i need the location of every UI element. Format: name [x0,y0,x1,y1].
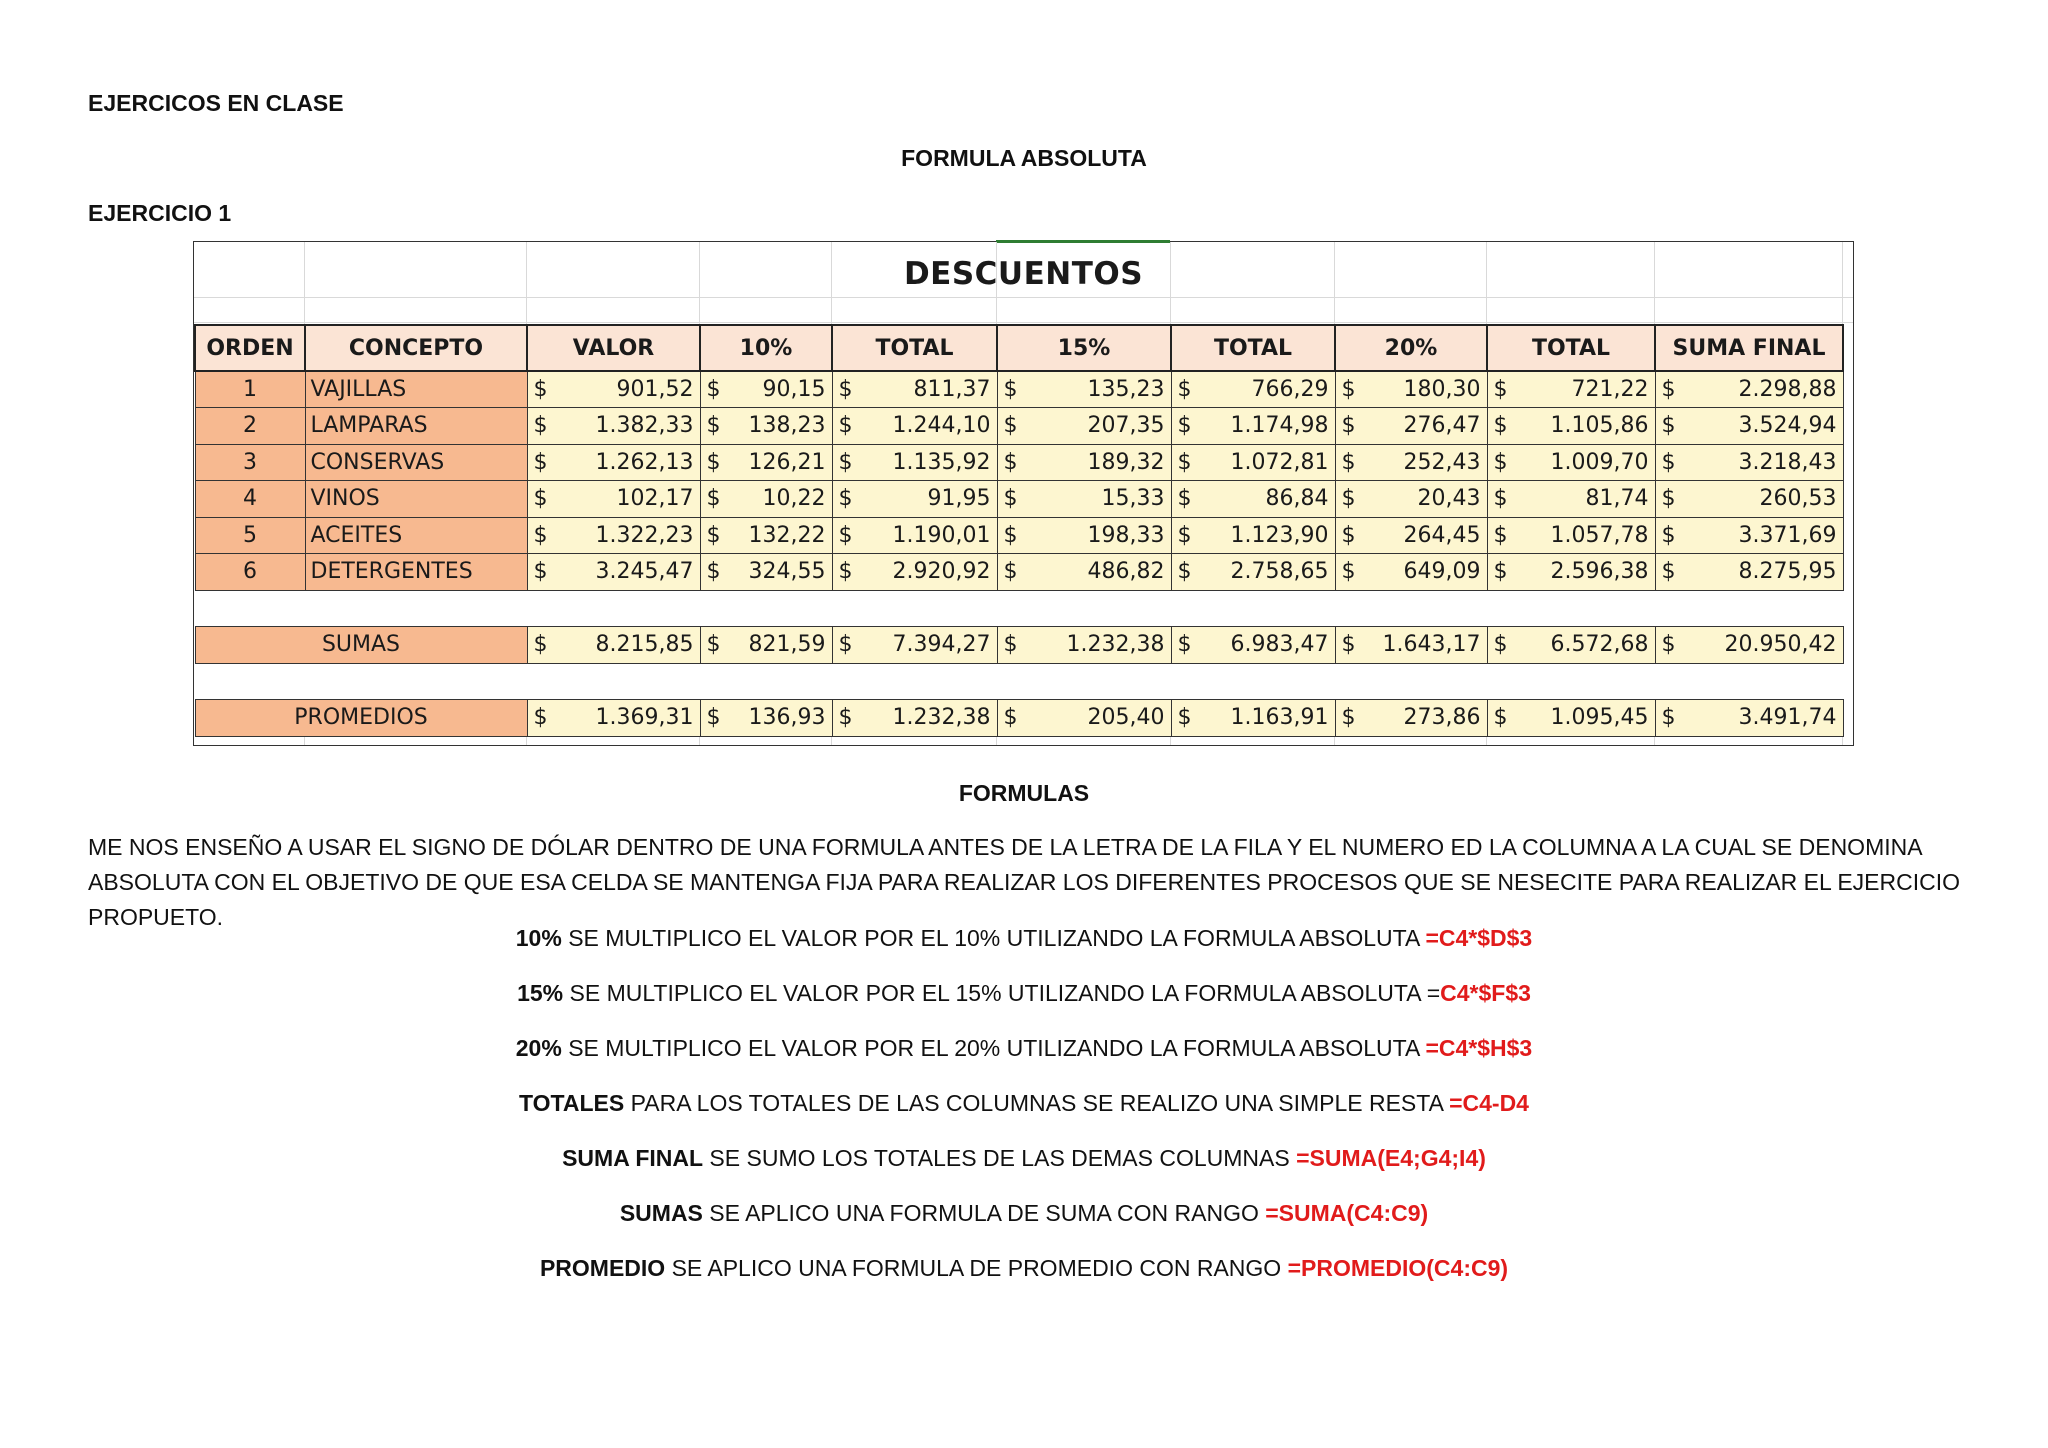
formula-text: SE MULTIPLICO EL VALOR POR EL 10% UTILIZANDO LA FORMULA ABSOLUTA [561,925,1426,951]
table-row [195,408,1843,445]
cell-value: 135,23 [1087,377,1165,402]
currency-sign: $ [1341,522,1356,548]
currency-sign: $ [1493,559,1508,585]
p20-cell [1335,554,1487,591]
total15-cell [1171,700,1335,737]
p10-cell [700,444,832,481]
formula-expression: C4*$F$3 [1440,980,1531,1006]
currency-sign: $ [706,486,721,512]
promedios-row [195,700,1843,737]
formula-key: 15% [517,980,564,1006]
suma_final-cell [1655,481,1843,518]
discount-table [194,324,1844,737]
total15-cell [1171,627,1335,664]
cell-value: 1.232,38 [892,705,991,731]
cell-value: 3.491,74 [1738,705,1837,731]
cell-value: 901,52 [616,377,694,402]
currency-sign: $ [1661,377,1676,402]
cell-value: 1.190,01 [892,522,991,548]
currency-sign: $ [706,559,721,585]
exercise-label: EJERCICIO 1 [88,200,232,226]
p15-cell [997,481,1171,518]
concepto-cell: VAJILLAS [305,371,527,408]
p20-cell [1335,481,1487,518]
currency-sign: $ [838,449,853,475]
currency-sign: $ [1177,449,1192,475]
p15-cell [997,554,1171,591]
cell-value: 766,29 [1251,377,1329,402]
cell-value: 264,45 [1403,522,1481,548]
currency-sign: $ [838,413,853,439]
total15-cell [1171,517,1335,554]
orden-cell: 6 [195,554,305,591]
cell-value: 90,15 [762,377,826,402]
p20-cell [1335,444,1487,481]
sumas-label: SUMAS [195,627,527,664]
p20-cell [1335,371,1487,408]
section-title: FORMULA ABSOLUTA [901,145,1147,171]
currency-sign: $ [1493,705,1508,731]
column-header-total-20: TOTAL [1487,325,1655,371]
currency-sign: $ [533,632,548,658]
total20-cell [1487,371,1655,408]
currency-sign: $ [1177,377,1192,402]
currency-sign: $ [1003,559,1018,585]
cell-value: 1.135,92 [892,449,991,475]
cell-value: 1.382,33 [595,413,694,439]
suma_final-cell [1655,627,1843,664]
cell-value: 6.983,47 [1230,632,1329,658]
valor-cell [527,408,700,445]
cell-value: 10,22 [762,486,826,512]
currency-sign: $ [1177,632,1192,658]
currency-sign: $ [1661,449,1676,475]
column-header-15: 15% [997,325,1171,371]
suma_final-cell [1655,517,1843,554]
total15-cell [1171,481,1335,518]
cell-value: 324,55 [748,559,826,585]
column-header-valor: VALOR [527,325,700,371]
currency-sign: $ [706,377,721,402]
cell-value: 138,23 [748,413,826,439]
concepto-cell: DETERGENTES [305,554,527,591]
p15-cell [997,444,1171,481]
cell-value: 252,43 [1403,449,1481,475]
orden-cell: 1 [195,371,305,408]
p15-cell [997,627,1171,664]
p20-cell [1335,627,1487,664]
orden-cell: 3 [195,444,305,481]
cell-value: 811,37 [913,377,991,402]
total10-cell [832,444,997,481]
currency-sign: $ [1661,632,1676,658]
column-header-orden: ORDEN [195,325,305,371]
p10-cell [700,408,832,445]
currency-sign: $ [838,705,853,731]
formula-text: SE MULTIPLICO EL VALOR POR EL 20% UTILIZANDO LA FORMULA ABSOLUTA [561,1035,1426,1061]
table-row [195,371,1843,408]
orden-cell: 2 [195,408,305,445]
currency-sign: $ [1341,705,1356,731]
formula-line [0,925,2048,952]
currency-sign: $ [1493,449,1508,475]
total15-cell [1171,408,1335,445]
cell-value: 3.524,94 [1738,413,1837,439]
cell-value: 81,74 [1585,486,1649,512]
cell-value: 649,09 [1403,559,1481,585]
suma_final-cell [1655,371,1843,408]
currency-sign: $ [533,377,548,402]
valor-cell [527,371,700,408]
currency-sign: $ [838,377,853,402]
currency-sign: $ [1493,522,1508,548]
cell-value: 8.215,85 [595,632,694,658]
currency-sign: $ [706,632,721,658]
cell-value: 136,93 [748,705,826,731]
cell-value: 273,86 [1403,705,1481,731]
currency-sign: $ [1493,413,1508,439]
valor-cell [527,481,700,518]
valor-cell [527,444,700,481]
currency-sign: $ [838,522,853,548]
cell-value: 2.920,92 [892,559,991,585]
formula-text: SE APLICO UNA FORMULA DE SUMA CON RANGO [702,1200,1266,1226]
cell-value: 7.394,27 [892,632,991,658]
cell-value: 8.275,95 [1738,559,1837,585]
cell-value: 15,33 [1101,486,1165,512]
cell-value: 1.105,86 [1550,413,1649,439]
suma_final-cell [1655,408,1843,445]
total10-cell [832,700,997,737]
formula-text: SE APLICO UNA FORMULA DE PROMEDIO CON RANGO [665,1255,1288,1281]
cell-value: 1.123,90 [1230,522,1329,548]
suma_final-cell [1655,700,1843,737]
total20-cell [1487,481,1655,518]
currency-sign: $ [1341,413,1356,439]
formula-key: SUMA FINAL [562,1145,704,1171]
header-row [195,325,1843,371]
cell-value: 2.596,38 [1550,559,1649,585]
currency-sign: $ [1341,486,1356,512]
column-header-total-10: TOTAL [832,325,997,371]
concepto-cell: ACEITES [305,517,527,554]
formula-expression: =SUMA(E4;G4;I4) [1296,1145,1486,1171]
formula-line [0,1200,2048,1227]
spreadsheet-image [193,241,1854,746]
p10-cell [700,700,832,737]
grid-line [194,297,1853,298]
cell-value: 1.163,91 [1230,705,1329,731]
cell-value: 2.298,88 [1738,377,1837,402]
formula-line [0,1255,2048,1282]
currency-sign: $ [1003,449,1018,475]
formula-line [0,980,2048,1007]
valor-cell [527,517,700,554]
concepto-cell: CONSERVAS [305,444,527,481]
p20-cell [1335,408,1487,445]
formula-line [0,1035,2048,1062]
sheet-title: DESCUENTOS [903,256,1144,292]
currency-sign: $ [1003,632,1018,658]
cell-value: 1.369,31 [595,705,694,731]
formula-text: PARA LOS TOTALES DE LAS COLUMNAS SE REALIZO UNA SIMPLE RESTA [624,1090,1450,1116]
cell-value: 1.174,98 [1230,413,1329,439]
cell-value: 189,32 [1087,449,1165,475]
currency-sign: $ [1661,705,1676,731]
currency-sign: $ [1661,559,1676,585]
currency-sign: $ [838,486,853,512]
formula-line [0,1090,2048,1117]
p15-cell [997,700,1171,737]
cell-value: 1.244,10 [892,413,991,439]
cell-value: 86,84 [1265,486,1329,512]
currency-sign: $ [1341,559,1356,585]
cell-value: 132,22 [748,522,826,548]
currency-sign: $ [1177,486,1192,512]
cell-value: 1.262,13 [595,449,694,475]
currency-sign: $ [1341,377,1356,402]
currency-sign: $ [533,413,548,439]
currency-sign: $ [1003,413,1018,439]
total20-cell [1487,408,1655,445]
cell-value: 1.095,45 [1550,705,1649,731]
cell-value: 207,35 [1087,413,1165,439]
formula-key: 10% [515,925,562,951]
p10-cell [700,481,832,518]
cell-value: 2.758,65 [1230,559,1329,585]
total10-cell [832,627,997,664]
currency-sign: $ [1003,486,1018,512]
concepto-cell: VINOS [305,481,527,518]
total20-cell [1487,554,1655,591]
cell-value: 721,22 [1571,377,1649,402]
cell-value: 126,21 [748,449,826,475]
total15-cell [1171,554,1335,591]
cell-value: 180,30 [1403,377,1481,402]
column-header-20: 20% [1335,325,1487,371]
currency-sign: $ [533,449,548,475]
currency-sign: $ [533,705,548,731]
currency-sign: $ [706,522,721,548]
currency-sign: $ [1177,413,1192,439]
selected-cell-accent [996,240,1170,243]
column-header-10: 10% [700,325,832,371]
currency-sign: $ [1341,449,1356,475]
total10-cell [832,371,997,408]
cell-value: 1.322,23 [595,522,694,548]
total20-cell [1487,517,1655,554]
cell-value: 1.643,17 [1382,632,1481,658]
cell-value: 102,17 [616,486,694,512]
currency-sign: $ [1493,632,1508,658]
document-title: EJERCICOS EN CLASE [88,90,344,116]
formula-text: SE MULTIPLICO EL VALOR POR EL 15% UTILIZANDO LA FORMULA ABSOLUTA = [563,980,1441,1006]
total10-cell [832,408,997,445]
p20-cell [1335,700,1487,737]
formula-line [0,1145,2048,1172]
total20-cell [1487,627,1655,664]
formula-expression: =C4-D4 [1449,1090,1529,1116]
formulas-title: FORMULAS [958,780,1090,806]
cell-value: 1.232,38 [1066,632,1165,658]
table-row [195,517,1843,554]
cell-value: 1.009,70 [1550,449,1649,475]
orden-cell: 5 [195,517,305,554]
formula-key: SUMAS [619,1200,703,1226]
formula-text: SE SUMO LOS TOTALES DE LAS DEMAS COLUMNAS [703,1145,1297,1171]
cell-value: 821,59 [748,632,826,658]
column-header-total-15: TOTAL [1171,325,1335,371]
cell-value: 3.218,43 [1738,449,1837,475]
total15-cell [1171,444,1335,481]
currency-sign: $ [533,486,548,512]
cell-value: 276,47 [1403,413,1481,439]
currency-sign: $ [1661,413,1676,439]
p10-cell [700,517,832,554]
cell-value: 91,95 [927,486,991,512]
p10-cell [700,554,832,591]
total20-cell [1487,700,1655,737]
total10-cell [832,481,997,518]
currency-sign: $ [1341,632,1356,658]
currency-sign: $ [533,559,548,585]
orden-cell: 4 [195,481,305,518]
suma_final-cell [1655,444,1843,481]
valor-cell [527,554,700,591]
currency-sign: $ [706,413,721,439]
table-row [195,444,1843,481]
currency-sign: $ [838,632,853,658]
formula-expression: =C4*$D$3 [1425,925,1533,951]
cell-value: 6.572,68 [1550,632,1649,658]
currency-sign: $ [706,705,721,731]
total10-cell [832,554,997,591]
cell-value: 198,33 [1087,522,1165,548]
currency-sign: $ [1003,522,1018,548]
cell-value: 205,40 [1087,705,1165,731]
currency-sign: $ [1003,377,1018,402]
formula-expression: =C4*$H$3 [1425,1035,1533,1061]
p10-cell [700,627,832,664]
currency-sign: $ [1493,377,1508,402]
cell-value: 1.072,81 [1230,449,1329,475]
formula-key: 20% [515,1035,562,1061]
sumas-row [195,627,1843,664]
grid-line [194,322,1853,323]
valor-cell [527,700,700,737]
column-header-suma-final: SUMA FINAL [1655,325,1843,371]
total20-cell [1487,444,1655,481]
table-row [195,554,1843,591]
p15-cell [997,371,1171,408]
currency-sign: $ [838,559,853,585]
formula-expression: =SUMA(C4:C9) [1265,1200,1429,1226]
cell-value: 20,43 [1417,486,1481,512]
currency-sign: $ [1177,705,1192,731]
valor-cell [527,627,700,664]
currency-sign: $ [1493,486,1508,512]
cell-value: 486,82 [1087,559,1165,585]
currency-sign: $ [533,522,548,548]
p20-cell [1335,517,1487,554]
total10-cell [832,517,997,554]
currency-sign: $ [706,449,721,475]
currency-sign: $ [1177,522,1192,548]
promedios-label: PROMEDIOS [195,700,527,737]
p15-cell [997,517,1171,554]
column-header-concepto: CONCEPTO [305,325,527,371]
cell-value: 260,53 [1759,486,1837,512]
p15-cell [997,408,1171,445]
formula-key: PROMEDIO [539,1255,666,1281]
formula-expression: =PROMEDIO(C4:C9) [1287,1255,1509,1281]
currency-sign: $ [1177,559,1192,585]
formulas-intro: ME NOS ENSEÑO A USAR EL SIGNO DE DÓLAR DENTRO DE UNA FORMULA ANTES DE LA LETRA DE LA FILA Y EL NUMERO ED LA COLUMNA A LA CUAL SE DENOMINA ABSOLUTA CON EL OBJETIVO DE QUE ESA CELDA SE MANTENGA FIJA PARA REALIZAR LOS DIFERENTES PROCESOS QUE SE NESECITE PARA REALIZAR EL EJERCICIO PROPUETO. [88,834,1961,930]
cell-value: 3.245,47 [595,559,694,585]
table-row [195,481,1843,518]
currency-sign: $ [1661,486,1676,512]
concepto-cell: LAMPARAS [305,408,527,445]
cell-value: 3.371,69 [1738,522,1837,548]
formula-key: TOTALES [519,1090,625,1116]
currency-sign: $ [1003,705,1018,731]
currency-sign: $ [1661,522,1676,548]
cell-value: 20.950,42 [1724,632,1837,658]
p10-cell [700,371,832,408]
total15-cell [1171,371,1335,408]
suma_final-cell [1655,554,1843,591]
cell-value: 1.057,78 [1550,522,1649,548]
